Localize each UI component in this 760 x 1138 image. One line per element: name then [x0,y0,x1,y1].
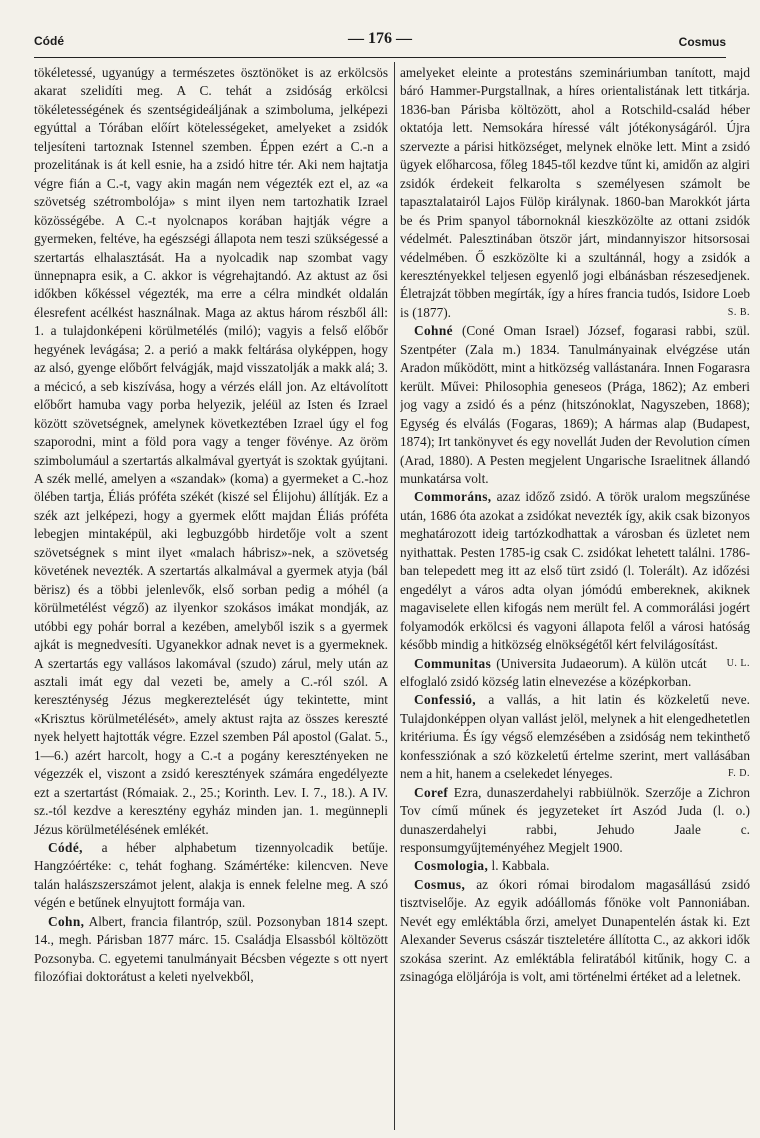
header-right-guideword: Cosmus [678,35,726,49]
page-header [34,30,726,54]
headword-cosmus: Cosmus, [414,876,466,892]
headword-cohn: Cohn, [48,913,85,929]
headword-coref: Coref [414,784,449,800]
entry-code [34,839,388,913]
entry-cohn [34,913,388,987]
headword-commorans: Commoráns, [414,489,492,505]
entry-cohn-continued [400,64,750,322]
entry-communitas [400,655,750,692]
author-signature: F. D. [728,768,750,780]
headword-communitas: Communitas [414,655,492,671]
left-column [34,64,388,1130]
entry-communitas-body: (Universita Judaeorum). A külön utcát elfoglaló zsidó község latin elnevezése a középkorban. [400,655,707,689]
header-rule [34,57,726,58]
right-column [400,64,750,1130]
entry-cohn-cont-body: amelyeket eleinte a protestáns szemináriumban tanított, majd báró Hammer-Purgstallnak, a híres orientalistának lett titkárja. 1836-ban Párisba költözött, ahol a Rotschild-család héber oktatója lett. Nemsokára híressé vált jótékonyságáról. Újra szervezte a párisi hitközséget, melynek elnöke lett. Mint a zsidó ügyek előharcosa, főleg 1845-től kezdve tűnt ki, amidőn az algiri zsidók érdekeit felkarolta s személyesen számolt be tapasztalatairól Lajos Fülöp királynak. 1860-ban Marokkót járta be és Prim spanyol tábornoknál kieszközölte az ottani zsidók védelmét. Palesztinában ötször járt, mindannyiszor hitsorsosai védelmében. Ő eszközölte ki a szultánnál, hogy a zsidók a keresztényekkel teljesen egyenlő jogi elbánásban részesedjenek. Életrajzát többen megírták, így a híres francia tudós, Isidore Loeb is (1877). [400,65,750,320]
page-number: — 176 — [348,30,412,47]
entry-cohne-body: (Coné Oman Israel) József, fogarasi rabbi, szül. Szentpéter (Zala m.) 1834. Tanulmányainak elvégzése után Aradon működött, mint a hitközség vallástanára. Innen Fogarasra került. Művei: Philosophia geneseos (Prága, 1862); Az emberi jog vagy a zsidó és a pénz (hitszónoklat, Nagyszeben, 1868); Egység és elválás (Fogaras, 1869); A hármas alap (Budapest, 1874); Irt tankönyvet és egy novellát Juden der Revolution címen (Arad, 1880). A Pesten megjelent Ungarische Israelitnek állandó munkatársa volt. [400,323,750,486]
entry-coref-body: Ezra, dunaszerdahelyi rabbiülnök. Szerzője a Zichron Tov című műnek és jegyzeteket írt Aszód Juda (l. o.) dunaszerdahelyi rabbi, Jehudo Jaale c. responsumgyűjteményéhez Megjelt 1900. [400,784,750,856]
entry-cosmologia-body: l. Kabbala. [488,858,550,874]
entry-code-body: a héber alphabetum tizennyolcadik betűje. Hangzóértéke: c, tehát foghang. Számértéke: kilencven. Neve talán halászszerszámot jelent, alakja is ennek felelne meg. A szó végén e betűnek elnyujtott formája van. [34,840,388,911]
paragraph-circumcision-cont: tökéletessé, ugyanúgy a természetes ösztönöket is az erkölcsös akarat szelidíti meg. A C. tehát a zsidóság erkölcsi tökéletességének és szentségideáljának a szimboluma, jelképezi egyúttal a Tórában előírt kötelességeket, amelyeket a zsidók teljesíteni tartoznak Istennel szemben. Éppen ezért a C.-n a prozelitának is át kell esnie, ha a zsidó hitre tér. Aki nem hajtatja végre fián a C.-t, vagy akin magán nem végezték ezt el, az «a szövetség szétrombolója» s mint ilyen nem tartozhatik Izrael közösségébe. A C.-t nyolcnapos korában hajtják végre a gyermeken, feltéve, ha egészségi állapota nem teszi szükségessé a szertartás elhalasztását. Ha a nyolcadik nap szombat vagy ünnepnapra esik, a C. akkor is végrehajtandó. Az aktust az ősi időkben kőkéssel végezték, ma erre a célra mindkét oldalán élesrefent acélkést használnak. Maga az aktus három részből áll: 1. a tulajdonképeni körülmetélés (miló); vagyis a felső előbőr hegyének levágása; 2. a perió a makk feltárása olyképpen, hogy az alsó, gyenge előbőrt felvágják, majd visszatolják a makk alá; 3. a mécicó, a seb kiszívása, hogy a vérzés eláll jon. Az eltávolított előbőrt hamuba vagy porba helyezik, jeléül az Isten és Izrael között szövetségnek, amelynek következtében Izrael úgy el fog szaporodni, mint a föld pora vagy a tenger fövénye. Az öröm szimbolumául a szertartás alkalmával gyertyát is szoktak gyújtani. A szék mellé, amelyen a «szandak» (koma) a gyermeket a C.-hoz ölében tartja, Éliás próféta székét (kiszé sel Élijohu) állítják. Ez a szék azt jelképezi, hogy a gyermek előtt majdan Éliás próféta lebegjen mintaképül, aki legbuzgóbb hirdetője volt a szent szövetségnek s mint ilyet «malach hábrisz»-nek, a szövetség követének nevezték. A szertartás alkalmával a gyermek atyja (bál bërisz) és a többi jelenlevők, első sorban pedig a móhél (a körülmetélést végző) az ilyenkor szokásos imákat mondják, az utóbbi egy pohár borral a kezében, amelyből iszik s a gyermek ajkát is megnedvesíti. Ugyanekkor adnak nevet is a gyermeknek. A szertartás egy vallásos lakomával (szudo) zárul, mely után az asztali imát egy dal vezeti be, amely a C.-ról szól. A kereszténység Jézus megkereztelését úgy tekintette, mint «Krisztus körülmetélését», amely aktust rajta az összes kereszté nyek helyett hajtották végre. Ezzel szemben Pál apostol (Galat. 5., 1—6.) azért harcolt, hogy a C.-t a pogány keresztényeken ne végezzék el, viszont a zsidó keresztények számára engedélyezte ezt a szertartást (Rómaiak. 2., 25.; Korinth. Lev. I. 7., 18.). A IV. sz.-tól kezdve a keresztény egyház minden jan. 1. megünnepli Jézus körülmetélésének emlékét. [34,65,388,837]
entry-cosmus [400,876,750,987]
entry-commorans-body: azaz időző zsidó. A török uralom megszűnése után, 1686 óta azokat a zsidókat nevezték így, akik csak bizonyos meghatározott ideig tartózkodhattak a városban és üzletet nem nyithattak. Pesten 1785-ig csak C. zsidókat lehetett találni. 1786-ban telepedett meg itt az első türt zsidó (l. Tolerált). Az időzési engedélyt a város adta olyan jómódú embereknek, akiknek magaviselete ellen kifogás nem merült fel. A commorálási jogért folyamodók erkölcsi és vagyoni állapota felől a városi hatóság később mindig a hitközség elnökségétől kért felvilágosítást. [400,489,750,653]
entry-cohne [400,322,750,488]
entry-coref [400,784,750,858]
entry-cohn-body: Albert, francia filantróp, szül. Pozsonyban 1814 szept. 14., megh. Párisban 1877 márc. 15. Családja Elsassból költözött Pozsonyba. C. egyetemi tanulmányait Bécsben végezte s ott nyert filozófiai doktorátust a keleti nyelvekből, [34,913,388,985]
headword-code: Códé, [48,840,83,856]
column-divider [394,62,395,1130]
entry-cosmus-body: az ókori római birodalom magasállású zsidó tisztviselője. Az egyik adóállomás főnöke volt Pannoniában. Nevét egy emléktábla őrzi, amelyet Dunapentelén ástak ki. Ezt Alexander Severus császár tiszteletére állította C., az akkori idők szokása szerint. Az emléktábla feliratából kitűnik, hogy C. a zsinagóga elöljárója is volt, ami történelmi értéket ad a leletnek. [400,876,750,985]
entry-confessio-body: a vallás, a hit latin és közkeletű neve. Tulajdonképpen olyan vallást jelöl, melynek a hit elengedhetetlen kritériuma. És így végső elemzésében a zsidóság nem tekinthető konfessziónak a szó közkeletű értelme szerint, mert vallásában nem a hit, hanem a cselekedet lényeges. [400,692,750,782]
headword-confessio: Confessió, [414,692,476,708]
author-signature: S. B. [727,306,750,318]
header-left-guideword: Códé [34,34,64,48]
headword-cosmologia: Cosmologia, [414,858,489,874]
entry-confessio [400,691,750,783]
author-signature: U. L. [726,657,750,669]
entry-cosmologia [400,857,750,875]
headword-cohne: Cohné [414,323,453,339]
